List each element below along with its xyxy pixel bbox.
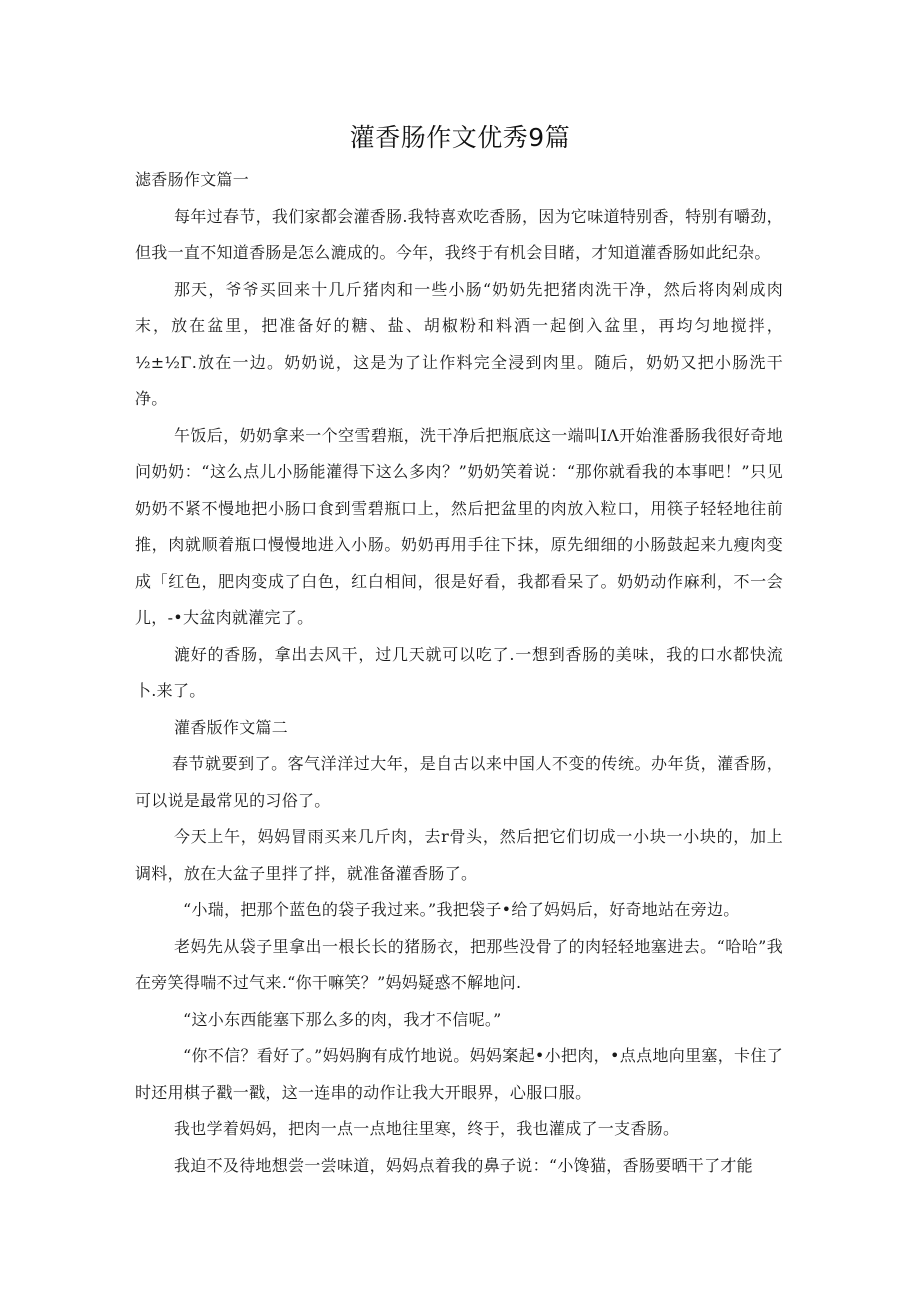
- paragraph: 我迫不及待地想尝一尝味道，妈妈点着我的鼻子说：“小馋猫，香肠要晒干了才能: [174, 1155, 753, 1175]
- paragraph: “小瑞，把那个蓝色的袋子我过来。”我把袋子•给了妈妈后，好奇地站在旁边。: [183, 900, 740, 919]
- paragraph: 今天上午，妈妈冒雨买来几斤肉，去r骨头，然后把它们切成一小块一小块的，加上调料，放在大盆子里拌了拌，就准备灌香肠了。: [135, 827, 783, 883]
- document-body: [135, 162, 783, 1184]
- section-heading: 滤香肠作文篇一: [135, 170, 250, 189]
- document-title: 灌香肠作文优秀9篇: [349, 123, 571, 152]
- section-heading: 灌香版作文篇二: [174, 717, 289, 737]
- paragraph: 春节就要到了。客气洋洋过大年，是自古以来中国人不变的传统。办年货，灌香肠，可以说是最常见的习俗了。: [135, 754, 783, 810]
- paragraph: “这小东西能塞下那么多的肉，我才不信呢。”: [183, 1009, 502, 1029]
- paragraph: 每年过春节，我们家都会灌香肠.我特喜欢吃香肠，因为它味道特别香，特别有嚼劲，但我一直不知道香肠是怎么漉成的。今年，我终于有机会目睹，才知道灌香肠如此纪杂。: [135, 206, 783, 262]
- paragraph: 那天，爷爷买回来十几斤猪肉和一些小肠“奶奶先把猪肉洗干净，然后将肉剁成肉末，放在盆里，把准备好的糖、盐、胡椒粉和料酒一起倒入盆里，再均匀地搅拌，½±½Γ.放在一边。奶奶说，这是为了让作料完全浸到肉里。随后，奶奶又把小肠洗干净。: [135, 279, 783, 408]
- paragraph: 我也学着妈妈，把肉一点一点地往里寒，终于，我也灌成了一支香肠。: [174, 1119, 680, 1138]
- paragraph: 午饭后，奶奶拿来一个空雪碧瓶，洗干净后把瓶底这一端叫IΛ开始淮番肠我很好奇地问奶奶：“这么点儿小肠能灌得下这么多肉？”奶奶笑着说：“那你就看我的本事吧！”只见奶奶不紧不慢地把小肠口食到雪碧瓶口上，然后把盆里的肉放入粒口，用筷子轻轻地往前推，肉就顺着瓶口慢慢地进入小肠。奶奶再用手往下抹，原先细细的小肠鼓起来九瘦肉变成「红色，肥肉变成了白色，红白相间，很是好看，我都看呆了。奶奶动作麻利，不一会儿，-•大盆肉就灌完了。: [135, 425, 783, 627]
- paragraph: 老妈先从袋子里拿出一根长长的猪肠衣，把那些没骨了的肉轻轻地塞进去。“哈哈”我在旁笑得喘不过气来.“你干嘛笑？”妈妈疑惑不解地问.: [135, 936, 783, 992]
- paragraph: 漉好的香肠，拿出去风干，过几天就可以吃了.一想到香肠的美味，我的口水都快流卜.来了。: [135, 644, 783, 700]
- paragraph: “你不信？看好了。”妈妈胸有成竹地说。妈妈案起•小把肉，•点点地向里塞，卡住了时还用棋子戳一戳，这一连串的动作让我大开眼界，心服口服。: [135, 1046, 783, 1102]
